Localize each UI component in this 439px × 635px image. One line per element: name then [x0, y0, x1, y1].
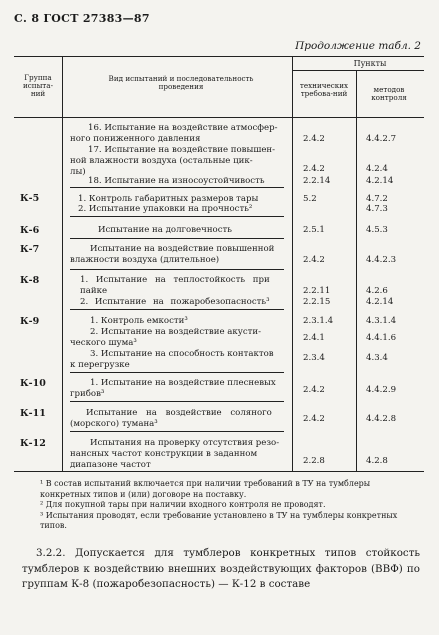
footnotes — [40, 479, 420, 532]
footnote-2: ² Для покупной тары при наличии входного контроля не проводят. — [40, 500, 326, 509]
tech-ref: 2.4.2 — [303, 255, 325, 265]
items-header-rule — [292, 70, 424, 71]
method-ref: 4.4.2.8 — [366, 414, 397, 424]
method-ref: 4.5.3 — [366, 225, 388, 235]
table-continuation-label: Продолжение табл. 2 — [295, 40, 421, 52]
method-ref: 4.2.6 — [366, 286, 388, 296]
header-methods: методов контроля — [371, 85, 407, 103]
test-line: 1. Контроль емкости³ — [90, 316, 188, 326]
method-ref: 4.2.14 — [366, 176, 394, 186]
method-ref: 4.2.4 — [366, 164, 388, 174]
header-tests: Вид испытаний и последовательность проведения — [108, 74, 254, 92]
method-ref: 4.2.14 — [366, 297, 394, 307]
group-label: К-6 — [20, 225, 40, 236]
row-rule — [70, 187, 284, 188]
test-line: 2. Испытание на пожаробезопасность³ — [80, 297, 270, 307]
tech-ref: 2.4.2 — [303, 414, 325, 424]
group-label: К-5 — [20, 193, 40, 204]
method-ref: 4.3.1.4 — [366, 316, 397, 326]
test-line: 17. Испытание на воздействие повышен- — [88, 145, 276, 155]
method-ref: 4.4.2.3 — [366, 255, 397, 265]
method-ref: 4.3.4 — [366, 353, 388, 363]
tech-ref: 2.2.15 — [303, 297, 331, 307]
tech-ref: 2.2.14 — [303, 176, 331, 186]
test-line: (морского) тумана³ — [70, 419, 158, 429]
test-line: ного пониженного давления — [70, 134, 201, 144]
row-rule — [70, 431, 284, 432]
test-line: ной влажности воздуха (остальные цик- — [70, 156, 253, 166]
column-divider-2 — [292, 56, 293, 471]
group-label: К-10 — [20, 378, 46, 389]
header-tech: технических требова-ний — [299, 81, 349, 99]
tech-ref: 2.4.2 — [303, 134, 325, 144]
test-line: пайке — [80, 286, 108, 296]
header-group: Группа испыта-ний — [22, 73, 54, 99]
body-paragraph — [22, 546, 420, 593]
row-rule — [70, 309, 284, 310]
test-line: 3. Испытание на способность контактов — [90, 349, 274, 359]
tech-ref: 2.4.1 — [303, 333, 325, 343]
footnote-3: ³ Испытания проводят, если требование установлено в ТУ на тумблеры конкретных типов. — [40, 510, 398, 530]
tech-ref: 2.4.2 — [303, 385, 325, 395]
row-rule — [70, 401, 284, 402]
group-label: К-11 — [20, 408, 46, 419]
row-rule — [70, 269, 284, 270]
method-ref: 4.4.2.7 — [366, 134, 397, 144]
group-label: К-9 — [20, 316, 40, 327]
test-line: диапазоне частот — [70, 460, 151, 470]
test-line: 2. Испытание на воздействие акусти- — [90, 327, 262, 337]
test-line: 1. Испытание на теплостойкость при — [80, 275, 270, 285]
tech-ref: 5.2 — [303, 194, 317, 204]
column-divider-3 — [356, 70, 357, 471]
table-bottom-rule — [14, 471, 424, 472]
test-line: Испытание на воздействие повышенной — [90, 244, 275, 254]
row-rule — [70, 216, 284, 217]
test-line: 18. Испытание на износоустойчивость — [88, 176, 265, 186]
test-line: 1. Контроль габаритных размеров тары — [78, 194, 259, 204]
tech-ref: 2.3.4 — [303, 353, 325, 363]
group-label: К-12 — [20, 438, 46, 449]
test-line: к перегрузке — [70, 360, 130, 370]
group-label: К-8 — [20, 275, 40, 286]
column-divider-1 — [62, 56, 63, 471]
test-line: влажности воздуха (длительное) — [70, 255, 220, 265]
tech-ref: 2.2.8 — [303, 456, 325, 466]
row-rule — [70, 238, 284, 239]
method-ref: 4.7.3 — [366, 204, 388, 214]
test-line: Испытания на проверку отсутствия резо- — [90, 438, 280, 448]
row-rule — [70, 372, 284, 373]
test-line: ческого шума³ — [70, 338, 137, 348]
test-line: лы) — [70, 167, 86, 177]
table-top-rule — [14, 56, 424, 57]
test-line: 2. Испытание упаковки на прочность² — [78, 204, 253, 214]
header-items: Пункты — [353, 59, 387, 68]
page-title: С. 8 ГОСТ 27383—87 — [14, 12, 150, 25]
tech-ref: 2.5.1 — [303, 225, 325, 235]
test-line: грибов³ — [70, 389, 105, 399]
tech-ref: 2.4.2 — [303, 164, 325, 174]
test-line: нансных частот конструкции в заданном — [70, 449, 258, 459]
test-line: 1. Испытание на воздействие плесневых — [90, 378, 276, 388]
footnote-1: ¹ В состав испытаний включается при наличии требований в ТУ на тумблеры конкретных типов и (или) договоре на поставку. — [40, 479, 371, 499]
test-line: Испытание на воздействие соляного — [86, 408, 272, 418]
group-label: К-7 — [20, 244, 40, 255]
paragraph-3-2-2: 3.2.2. Допускается для тумблеров конкретных типов стойкость тумблеров к воздействию внешних воздействующих факторов (ВВФ) по группам К-8 (пожаробезопасность) — К-12 в составе — [22, 547, 420, 590]
method-ref: 4.4.1.6 — [366, 333, 397, 343]
method-ref: 4.4.2.9 — [366, 385, 397, 395]
tech-ref: 2.2.11 — [303, 286, 331, 296]
test-line: 16. Испытание на воздействие атмосфер- — [88, 123, 278, 133]
test-line: Испытание на долговечность — [98, 225, 232, 235]
tech-ref: 2.3.1.4 — [303, 316, 334, 326]
method-ref: 4.2.8 — [366, 456, 388, 466]
method-ref: 4.7.2 — [366, 194, 388, 204]
table-header-rule — [14, 117, 424, 118]
